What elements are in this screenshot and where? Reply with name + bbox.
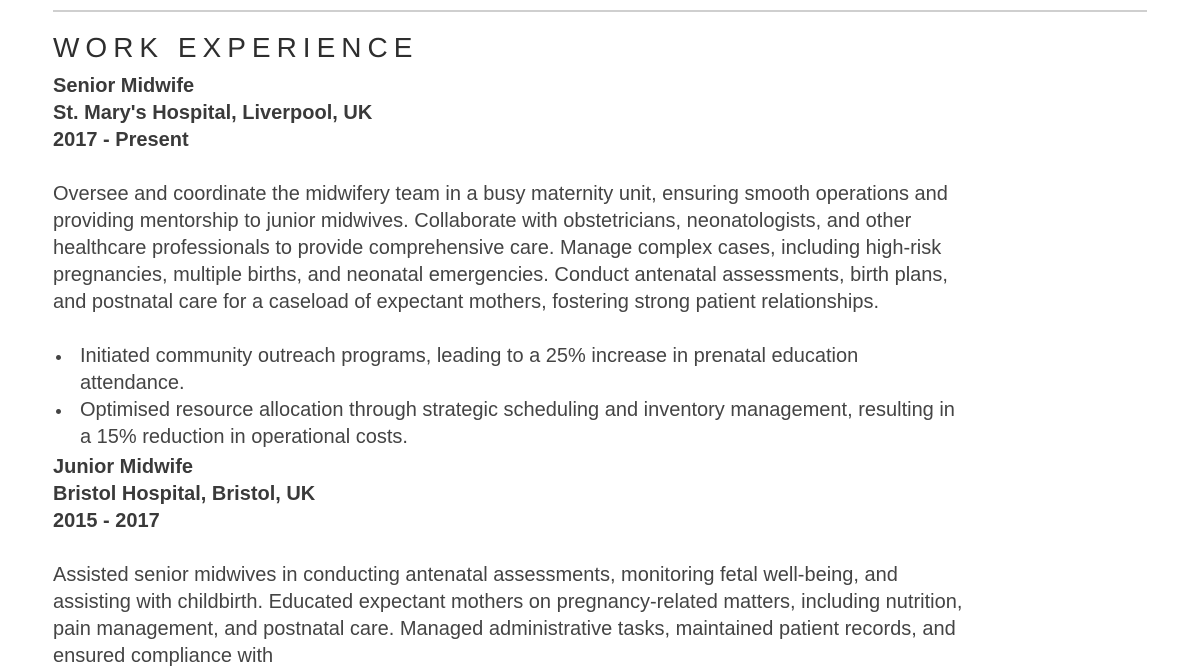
job-entry-senior-midwife <box>53 73 963 451</box>
section-title: WORK EXPERIENCE <box>53 32 419 63</box>
job-description: Oversee and coordinate the midwifery team in a busy maternity unit, ensuring smooth operations and providing mentorship to junior midwives. Collaborate with obstetricians, neonatologists, and other healthcare professionals to provide comprehensive care. Manage complex cases, including high-risk pregnancies, multiple births, and neonatal emergencies. Conduct antenatal assessments, birth plans, and postnatal care for a caseload of expectant mothers, fostering strong patient relationships. <box>53 183 948 313</box>
achievement-item <box>53 343 963 397</box>
job-entry-junior-midwife <box>53 454 963 670</box>
job-dates: 2015 - 2017 <box>53 510 160 532</box>
job-dates: 2017 - Present <box>53 129 189 151</box>
bullet-icon <box>56 355 61 360</box>
achievement-item <box>53 397 963 451</box>
achievement-text: Optimised resource allocation through strategic scheduling and inventory management, resulting in a 15% reduction in operational costs. <box>80 399 955 448</box>
job-employer: St. Mary's Hospital, Liverpool, UK <box>53 102 373 124</box>
job-role: Junior Midwife <box>53 456 193 478</box>
achievement-text: Initiated community outreach programs, leading to a 25% increase in prenatal education attendance. <box>80 345 859 394</box>
job-role: Senior Midwife <box>53 75 195 97</box>
job-description: Assisted senior midwives in conducting antenatal assessments, monitoring fetal well-being, and assisting with childbirth. Educated expectant mothers on pregnancy-related matters, including nutrition, pain management, and postnatal care. Managed administrative tasks, maintained patient records, and ensured compliance with <box>53 564 963 667</box>
job-employer: Bristol Hospital, Bristol, UK <box>53 483 316 505</box>
section-divider <box>53 10 1147 12</box>
achievement-list <box>53 343 963 451</box>
bullet-icon <box>56 409 61 414</box>
